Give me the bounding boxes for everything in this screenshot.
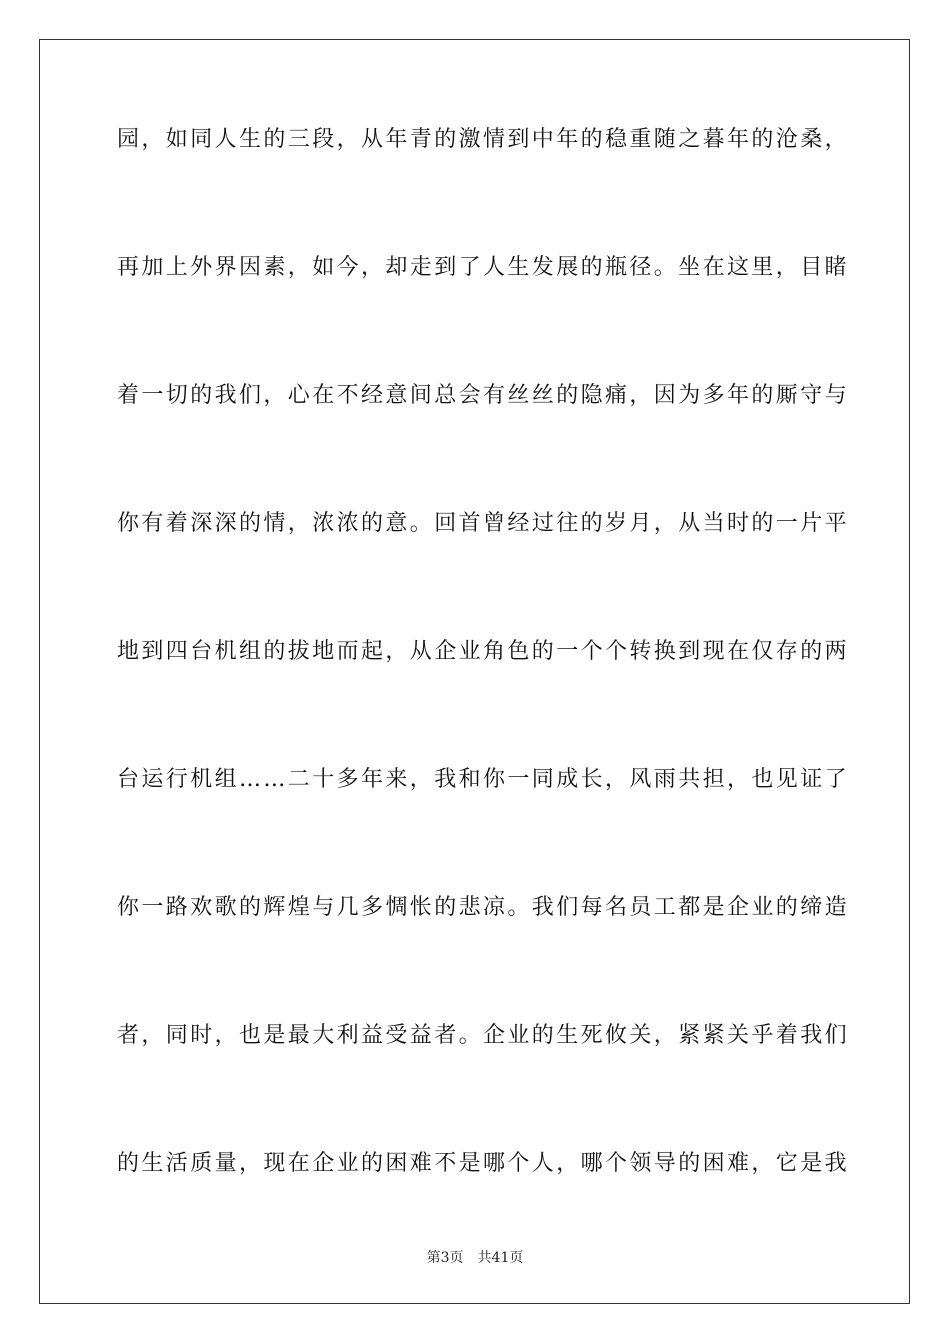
paragraph-line: 你一路欢歌的辉煌与几多惆怅的悲凉。我们每名员工都是企业的缔造 (117, 895, 850, 920)
paragraph-line: 再加上外界因素，如今，却走到了人生发展的瓶径。坐在这里，目睹 (117, 255, 850, 280)
paragraph-line: 地到四台机组的拔地而起，从企业角色的一个个转换到现在仅存的两 (117, 639, 850, 664)
paragraph-line: 园，如同人生的三段，从年青的激情到中年的稳重随之暮年的沧桑， (117, 127, 850, 152)
paragraph-line: 的生活质量，现在企业的困难不是哪个人，哪个领导的困难，它是我 (117, 1151, 850, 1176)
paragraph-line: 你有着深深的情，浓浓的意。回首曾经过往的岁月，从当时的一片平 (117, 511, 850, 536)
document-body (117, 126, 850, 1278)
paragraph-line: 者，同时，也是最大利益受益者。企业的生死攸关，紧紧关乎着我们 (117, 1023, 850, 1048)
page-footer (0, 1247, 950, 1267)
paragraph-line: 着一切的我们，心在不经意间总会有丝丝的隐痛，因为多年的厮守与 (117, 383, 850, 408)
page-total: 共41页 (477, 1250, 524, 1266)
paragraph-line: 台运行机组……二十多年来，我和你一同成长，风雨共担，也见证了 (117, 767, 850, 792)
page-number: 第3页 (426, 1250, 464, 1266)
